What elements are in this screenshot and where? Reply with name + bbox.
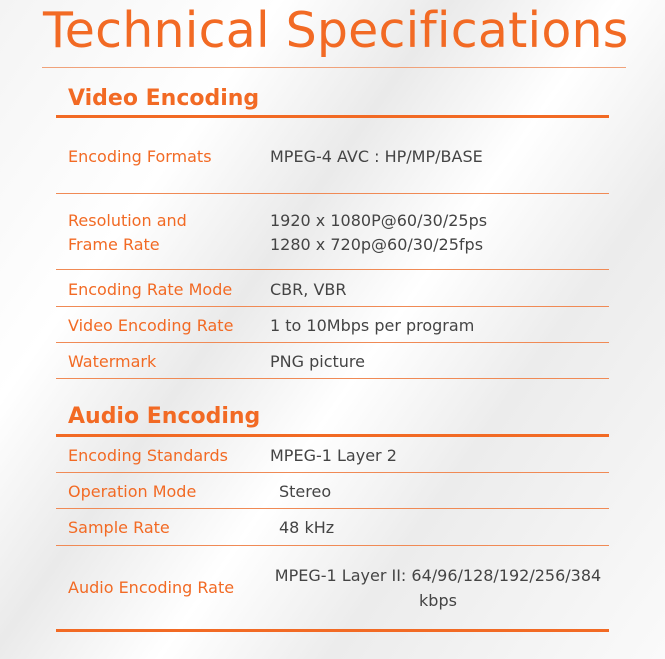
spec-value-watermark: PNG picture [270,352,365,371]
spec-label-operation-mode: Operation Mode [68,482,197,501]
title-divider [42,67,626,68]
row-divider [56,269,609,270]
spec-label-audio-encoding-rate: Audio Encoding Rate [68,578,235,597]
spec-value-audio-encoding-rate-line1: MPEG-1 Layer II: 64/96/128/192/256/384 [274,566,602,585]
table-bottom-rule [56,629,609,632]
video-section-heading: Video Encoding [68,86,260,111]
spec-label-encoding-standards: Encoding Standards [68,446,228,465]
row-divider [56,306,609,307]
row-divider [56,378,609,379]
row-divider [56,193,609,194]
spec-label-sample-rate: Sample Rate [68,518,170,537]
audio-heading-rule [56,434,609,437]
spec-label-resolution-line1: Resolution and [68,211,187,230]
spec-value-video-encoding-rate: 1 to 10Mbps per program [270,316,475,335]
spec-value-encoding-rate-mode: CBR, VBR [270,280,347,299]
spec-label-encoding-formats: Encoding Formats [68,147,212,166]
spec-value-resolution-line2: 1280 x 720p@60/30/25fps [270,235,484,254]
spec-value-sample-rate: 48 kHz [279,518,335,537]
spec-value-encoding-standards: MPEG-1 Layer 2 [270,446,397,465]
spec-value-operation-mode: Stereo [279,482,332,501]
spec-value-audio-encoding-rate-line2: kbps [419,591,457,610]
audio-section-heading: Audio Encoding [68,404,261,429]
spec-label-watermark: Watermark [68,352,157,371]
row-divider [56,545,609,546]
spec-label-encoding-rate-mode: Encoding Rate Mode [68,280,233,299]
spec-value-encoding-formats: MPEG-4 AVC : HP/MP/BASE [270,147,483,166]
row-divider [56,472,609,473]
page-title: Technical Specifications [43,2,629,59]
row-divider [56,508,609,509]
spec-value-resolution-line1: 1920 x 1080P@60/30/25ps [270,211,488,230]
row-divider [56,342,609,343]
spec-label-video-encoding-rate: Video Encoding Rate [68,316,234,335]
video-heading-rule [56,115,609,118]
spec-label-resolution-line2: Frame Rate [68,235,160,254]
